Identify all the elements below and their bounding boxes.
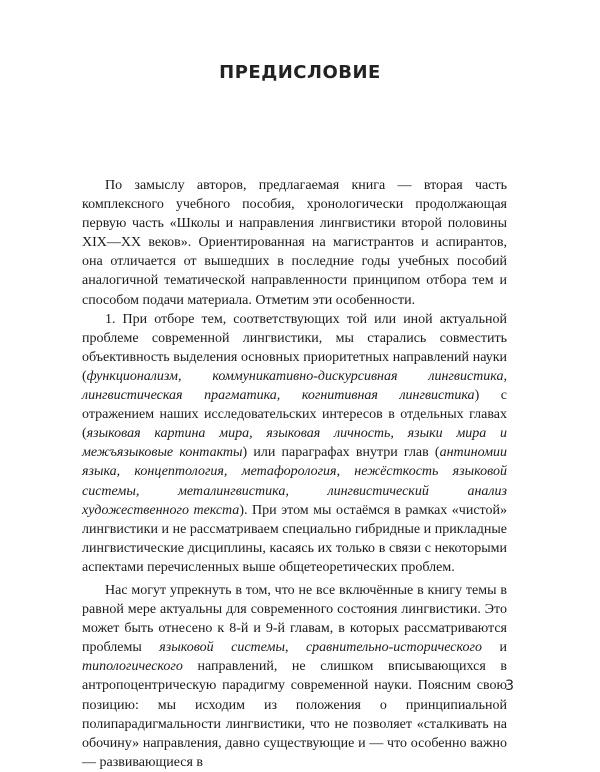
text-run: направлений, не слишком вписывающихся в антропоцентрическую парадигму современной науки. Поясним свою позицию: мы исходим из положения о принципиальной полипарадигмальности лингвистики, что не позволяет «сталкивать на обочину» направления, давно существующие и — что особенно важно — развивающиеся в [82,659,507,770]
text-run: ) с отражением наших исследовательских интересов в отдельных главах ( [82,388,507,442]
text-run: Нас могут упрекнуть в том, что не все включённые в книгу темы в равной мере актуальны для современного состояния лингвистики. Это может быть отнесено к 8-й и 9-й главам, в которых рассматриваются проблемы [82,582,507,656]
text-run: и [482,640,508,656]
text-run: 1. При отборе тем, соответствующих той или иной актуальной проблеме современной лингвистики, мы старались совместить объективность выделения основных приоритетных направлений науки ( [82,311,507,384]
text-run: ). При этом мы остаёмся в рамках «чистой» лингвистики и не рассматриваем специально гибридные и прикладные лингвистические дисциплины, касаясь их только в связи с некоторыми аспектами перечисленных выше общетеоретических проблем. [82,502,507,575]
italic-term: языковой системы [159,640,285,656]
paragraph-3 [82,581,507,772]
text-run: ) или параграфах внутри глав ( [242,445,440,461]
paragraph-2 [82,310,507,577]
italic-term: антиномии языка, концептология, метафорология, нежёсткость языковой системы, металингвистика, лингвистический анализ художественного текста [82,445,508,518]
text-run: По замыслу авторов, предлагаемая книга — вторая часть комплексного учебного пособия, хронологически продолжающая первую часть «Школы и направления лингвистики второй половины XIX—XX веков». Ориентированная на магистрантов и аспирантов, она отличается от вышедших в последние годы учебных пособий аналогичной тематической направленности принципом отбора тем и способом подачи материала. Отметим эти особенности. [82,178,507,308]
italic-term: языковая картина мира, языковая личность, языки мира и межъязыковые контакты [82,426,507,461]
body-text [82,176,507,772]
page-title: ПРЕДИСЛОВИЕ [219,62,381,83]
italic-term: типологического [82,659,183,675]
italic-term: сравнительно-исторического [305,640,482,656]
text-run: , [284,640,306,656]
page-number: 3 [505,678,514,694]
paragraph-1 [82,176,507,310]
italic-term: функционализм, коммуникативно-дискурсивная лингвистика, лингвистическая прагматика, когнитивная лингвистика [82,368,507,404]
